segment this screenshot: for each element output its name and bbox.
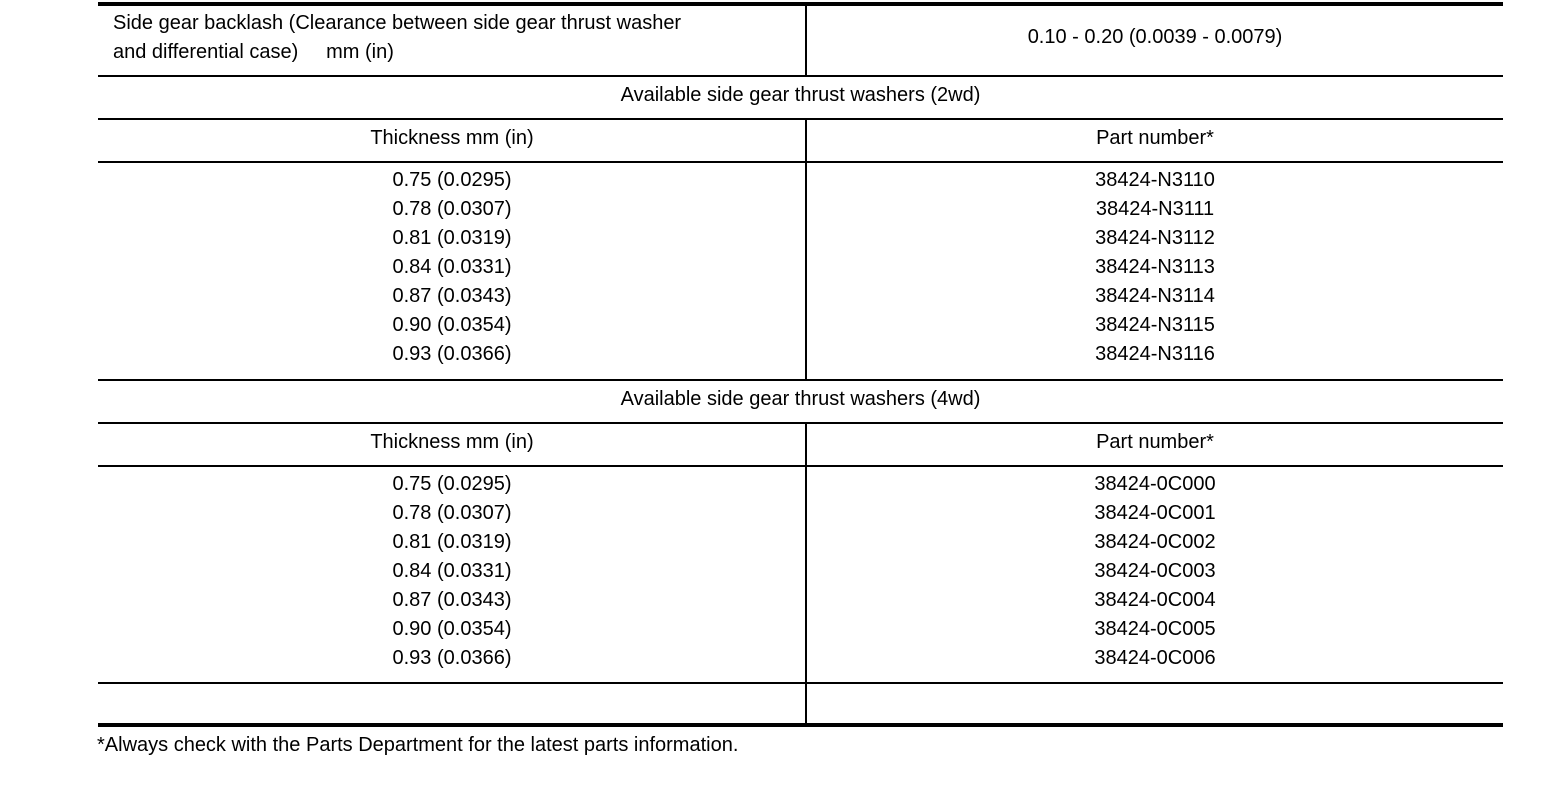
spec-value: 0.10 - 0.20 (0.0039 - 0.0079) xyxy=(1027,26,1283,48)
spec-label-line2: and differential case) mm (in) xyxy=(113,41,394,63)
thickness-cell: 0.81 (0.0319) xyxy=(392,531,512,553)
thickness-cell: 0.78 (0.0307) xyxy=(392,198,512,220)
header-thickness-4wd: Thickness mm (in) xyxy=(370,431,534,453)
part-number-cell: 38424-0C001 xyxy=(1094,502,1216,524)
thickness-cell: 0.87 (0.0343) xyxy=(392,589,512,611)
part-number-cell: 38424-N3112 xyxy=(1095,227,1215,249)
part-number-cell: 38424-N3116 xyxy=(1095,343,1215,365)
part-number-cell: 38424-0C003 xyxy=(1094,560,1216,582)
rule-after-2wd-header xyxy=(98,161,1503,163)
rule-bottom xyxy=(98,723,1503,727)
rule-after-2wd-title xyxy=(98,118,1503,120)
part-list-2wd xyxy=(807,166,1503,369)
part-list-4wd xyxy=(807,470,1503,673)
part-number-cell: 38424-N3114 xyxy=(1095,285,1215,307)
rule-top xyxy=(98,2,1503,6)
section-title-2wd: Available side gear thrust washers (2wd) xyxy=(620,84,981,106)
thickness-cell: 0.93 (0.0366) xyxy=(392,647,512,669)
thickness-cell: 0.75 (0.0295) xyxy=(392,169,512,191)
part-number-cell: 38424-0C002 xyxy=(1094,531,1216,553)
thickness-cell: 0.87 (0.0343) xyxy=(392,285,512,307)
thickness-list-4wd xyxy=(98,470,806,673)
rule-after-2wd-list xyxy=(98,379,1503,381)
thickness-cell: 0.93 (0.0366) xyxy=(392,343,512,365)
thickness-cell: 0.84 (0.0331) xyxy=(392,560,512,582)
part-number-cell: 38424-0C006 xyxy=(1094,647,1216,669)
part-number-cell: 38424-0C004 xyxy=(1094,589,1216,611)
rule-after-spec xyxy=(98,75,1503,77)
thickness-cell: 0.90 (0.0354) xyxy=(392,618,512,640)
part-number-cell: 38424-N3113 xyxy=(1095,256,1215,278)
thickness-cell: 0.90 (0.0354) xyxy=(392,314,512,336)
footnote: *Always check with the Parts Department for the latest parts information. xyxy=(97,734,739,756)
rule-after-4wd-list xyxy=(98,682,1503,684)
spec-label-line1: Side gear backlash (Clearance between side gear thrust washer xyxy=(113,12,682,34)
thickness-cell: 0.75 (0.0295) xyxy=(392,473,512,495)
part-number-cell: 38424-N3115 xyxy=(1095,314,1215,336)
rule-after-4wd-header xyxy=(98,465,1503,467)
thickness-cell: 0.78 (0.0307) xyxy=(392,502,512,524)
rule-after-4wd-title xyxy=(98,422,1503,424)
header-part-2wd: Part number* xyxy=(1096,127,1214,149)
header-thickness-2wd: Thickness mm (in) xyxy=(370,127,534,149)
part-number-cell: 38424-N3110 xyxy=(1095,169,1215,191)
thickness-cell: 0.84 (0.0331) xyxy=(392,256,512,278)
thickness-list-2wd xyxy=(98,166,806,369)
part-number-cell: 38424-N3111 xyxy=(1095,198,1215,220)
header-part-4wd: Part number* xyxy=(1096,431,1214,453)
part-number-cell: 38424-0C000 xyxy=(1094,473,1216,495)
part-number-cell: 38424-0C005 xyxy=(1094,618,1216,640)
divider-empty-row xyxy=(805,683,807,724)
section-title-4wd: Available side gear thrust washers (4wd) xyxy=(620,388,981,410)
thickness-cell: 0.81 (0.0319) xyxy=(392,227,512,249)
